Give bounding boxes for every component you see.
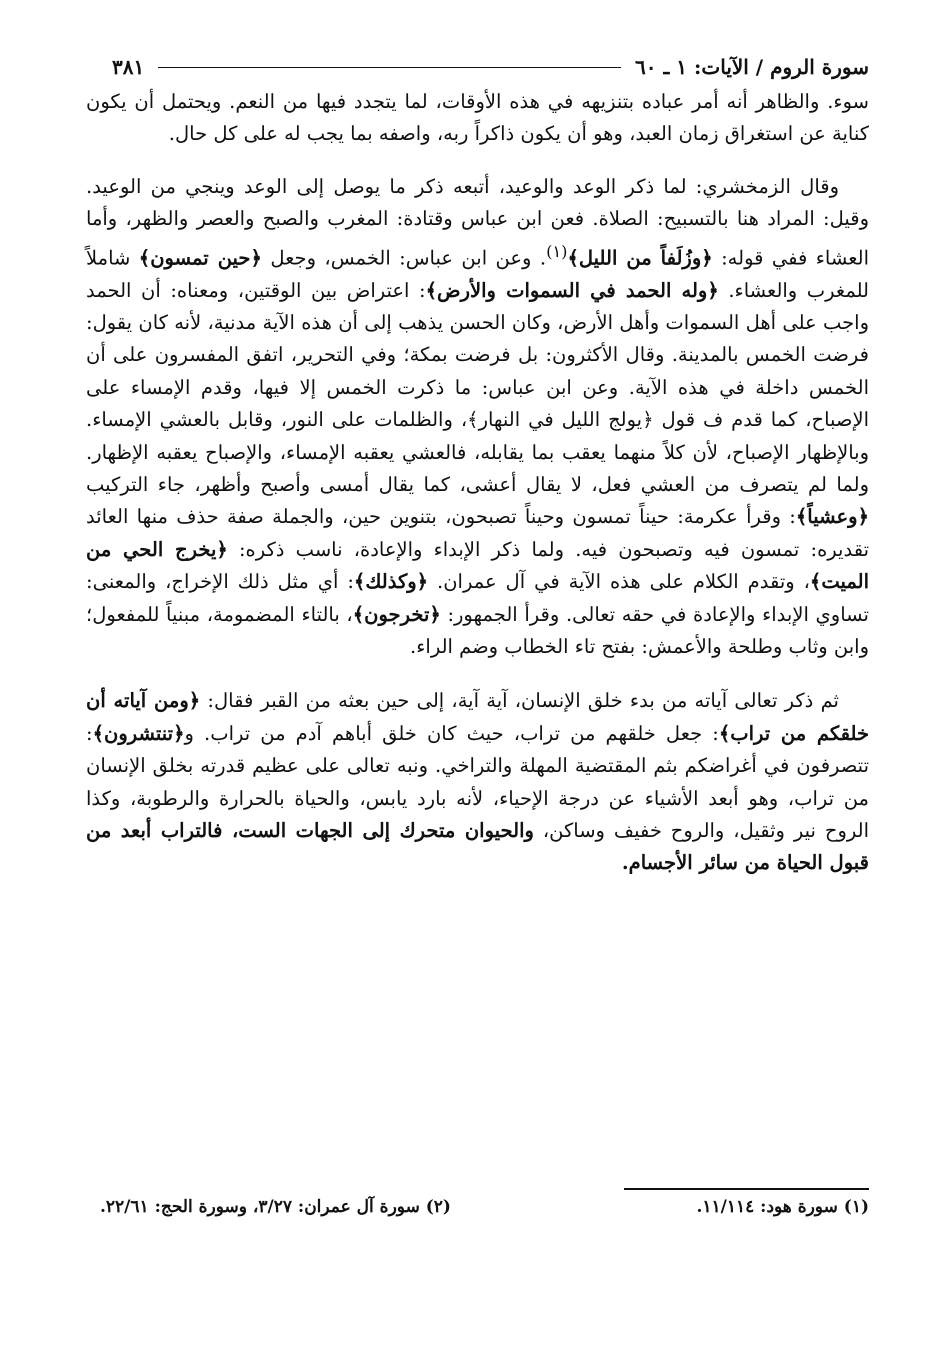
- footnote-2: (٢) سورة آل عمران: ٣/٢٧، وسورة الحج: ٢٢/٦١.: [100, 1197, 451, 1217]
- chapter-title: سورة الروم / الآيات: ١ ـ ٦٠: [635, 55, 869, 79]
- running-header: [112, 50, 869, 84]
- text-run: ثم ذكر تعالى آياته من بدء خلق الإنسان، آية آية، إلى حين بعثه من القبر فقال:: [200, 689, 839, 713]
- footnotes: [100, 1197, 869, 1217]
- paragraph: [86, 685, 869, 879]
- footnote-ref: (١): [546, 241, 568, 261]
- text-run: سوء. والظاهر أنه أمر عباده بتنزيهه في هذه الأوقات، لما يتجدد فيها من النعم. ويحتمل أن يكون كناية عن استغراق زمان العبد، وهو أن يكون ذاكراً ربه، واصفه بما يجب له على كل حال.: [86, 90, 869, 146]
- text-run: : تتصرفون في أغراضكم بثم المقتضية المهلة والتراخي. ونبه تعالى على عظيم قدرته بخلق الإنسان من تراب، وهو أبعد الأشياء عن درجة الإحياء، لأنه بارد يابس، والحياة بالحرارة والرطوبة، وكذا الروح نير وثقيل، والروح خفيف وساكن،: [86, 721, 869, 843]
- quran-quote: ﴿وكذلك﴾: [353, 570, 429, 594]
- text-run: : وقرأ عكرمة: حيناً تمسون وحيناً تصبحون، بتنوين حين، والجملة صفة حذف منها العائد تقديره: تمسون فيه وتصبحون فيه. ولما ذكر الإبداء والإعادة، ناسب ذكره:: [86, 505, 870, 561]
- page-number: ٣٨١: [112, 55, 145, 79]
- text-run: : جعل خلقهم من تراب، حيث كان خلق أباهم آدم من تراب. و: [184, 721, 719, 745]
- text-run: ، والظلمات على النور، وقابل بالعشي الإمساء. وبالإظهار الإصباح، لأن كلاً منهما يعقب بما يقابله، فالعشي يعقبه الإمساء، والإصباح يعقبه الإظهار. ولما لم يتصرف من العشي فعل، لا يقال أعشى، كما يقال أمسى وأصبح وأظهر، جاء التركيب: [86, 408, 869, 496]
- quran-quote: ﴿يخرج الحي من الميت﴾: [86, 537, 869, 594]
- text-run: ، وتقدم الكلام على هذه الآية في آل عمران.: [428, 570, 810, 594]
- text-run: : أي مثل ذلك الإخراج، والمعنى: تساوي الإبداء والإعادة في حقه تعالى. وقرأ الجمهور:: [86, 570, 869, 626]
- body-text: [86, 86, 869, 880]
- text-run: شاملاً للمغرب والعشاء.: [86, 246, 869, 302]
- quran-quote: ﴿تنتشرون﴾: [92, 721, 185, 745]
- paragraph: [86, 171, 869, 664]
- text-run: ، بالتاء المضمومة، مبنياً للمفعول؛ وابن وثاب وطلحة والأعمش: بفتح تاء الخطاب وضم الراء.: [86, 602, 869, 658]
- text-run: . وعن ابن عباس: الخمس، وجعل: [261, 246, 547, 270]
- quran-quote: ﴿وله الحمد في السموات والأرض﴾: [425, 278, 719, 302]
- quran-quote: ﴿ومن آياته أن خلقكم من تراب﴾: [86, 689, 870, 745]
- footnote-1: (١) سورة هود: ١١/١١٤.: [696, 1197, 869, 1217]
- quran-quote: ﴿حين تمسون﴾: [138, 246, 262, 270]
- text-run: وقال الزمخشري: لما ذكر الوعد والوعيد، أتبعه ذكر ما يوصل إلى الوعد وينجي من الوعيد. وقيل: المراد هنا بالتسبيح: الصلاة. فعن ابن عباس وقتادة: المغرب والصبح والعصر والظهر، وأما العشاء ففي قوله:: [86, 174, 870, 270]
- paragraph: [86, 86, 869, 151]
- quran-quote: ﴿وعشياً﴾: [795, 505, 869, 529]
- header-rule: [158, 67, 621, 68]
- quran-quote: ﴿وزُلَفاً من الليل﴾: [567, 246, 713, 270]
- footnote-rule: [624, 1188, 869, 1190]
- text-run: ﴿يولج الليل في النهار﴾: [467, 408, 654, 432]
- bold-text: والحيوان متحرك إلى الجهات الست، فالتراب أبعد من قبول الحياة من سائر الأجسام.: [86, 819, 869, 875]
- quran-quote: ﴿تخرجون﴾: [352, 602, 441, 626]
- text-run: : اعتراض بين الوقتين، ومعناه: أن الحمد واجب على أهل السموات وأهل الأرض، وكان الحسن يذهب إلى أن هذه الآية مدنية، لأنه كان يقول: فرضت الخمس بالمدينة. وقال الأكثرون: بل فرضت بمكة؛ وفي التحرير، اتفق المفسرون على أن الخمس داخلة في هذه الآية. وعن ابن عباس: ما ذكرت الخمس إلا فيها، وقدم الإمساء على الإصباح، كما قدم ف قول: [86, 278, 870, 432]
